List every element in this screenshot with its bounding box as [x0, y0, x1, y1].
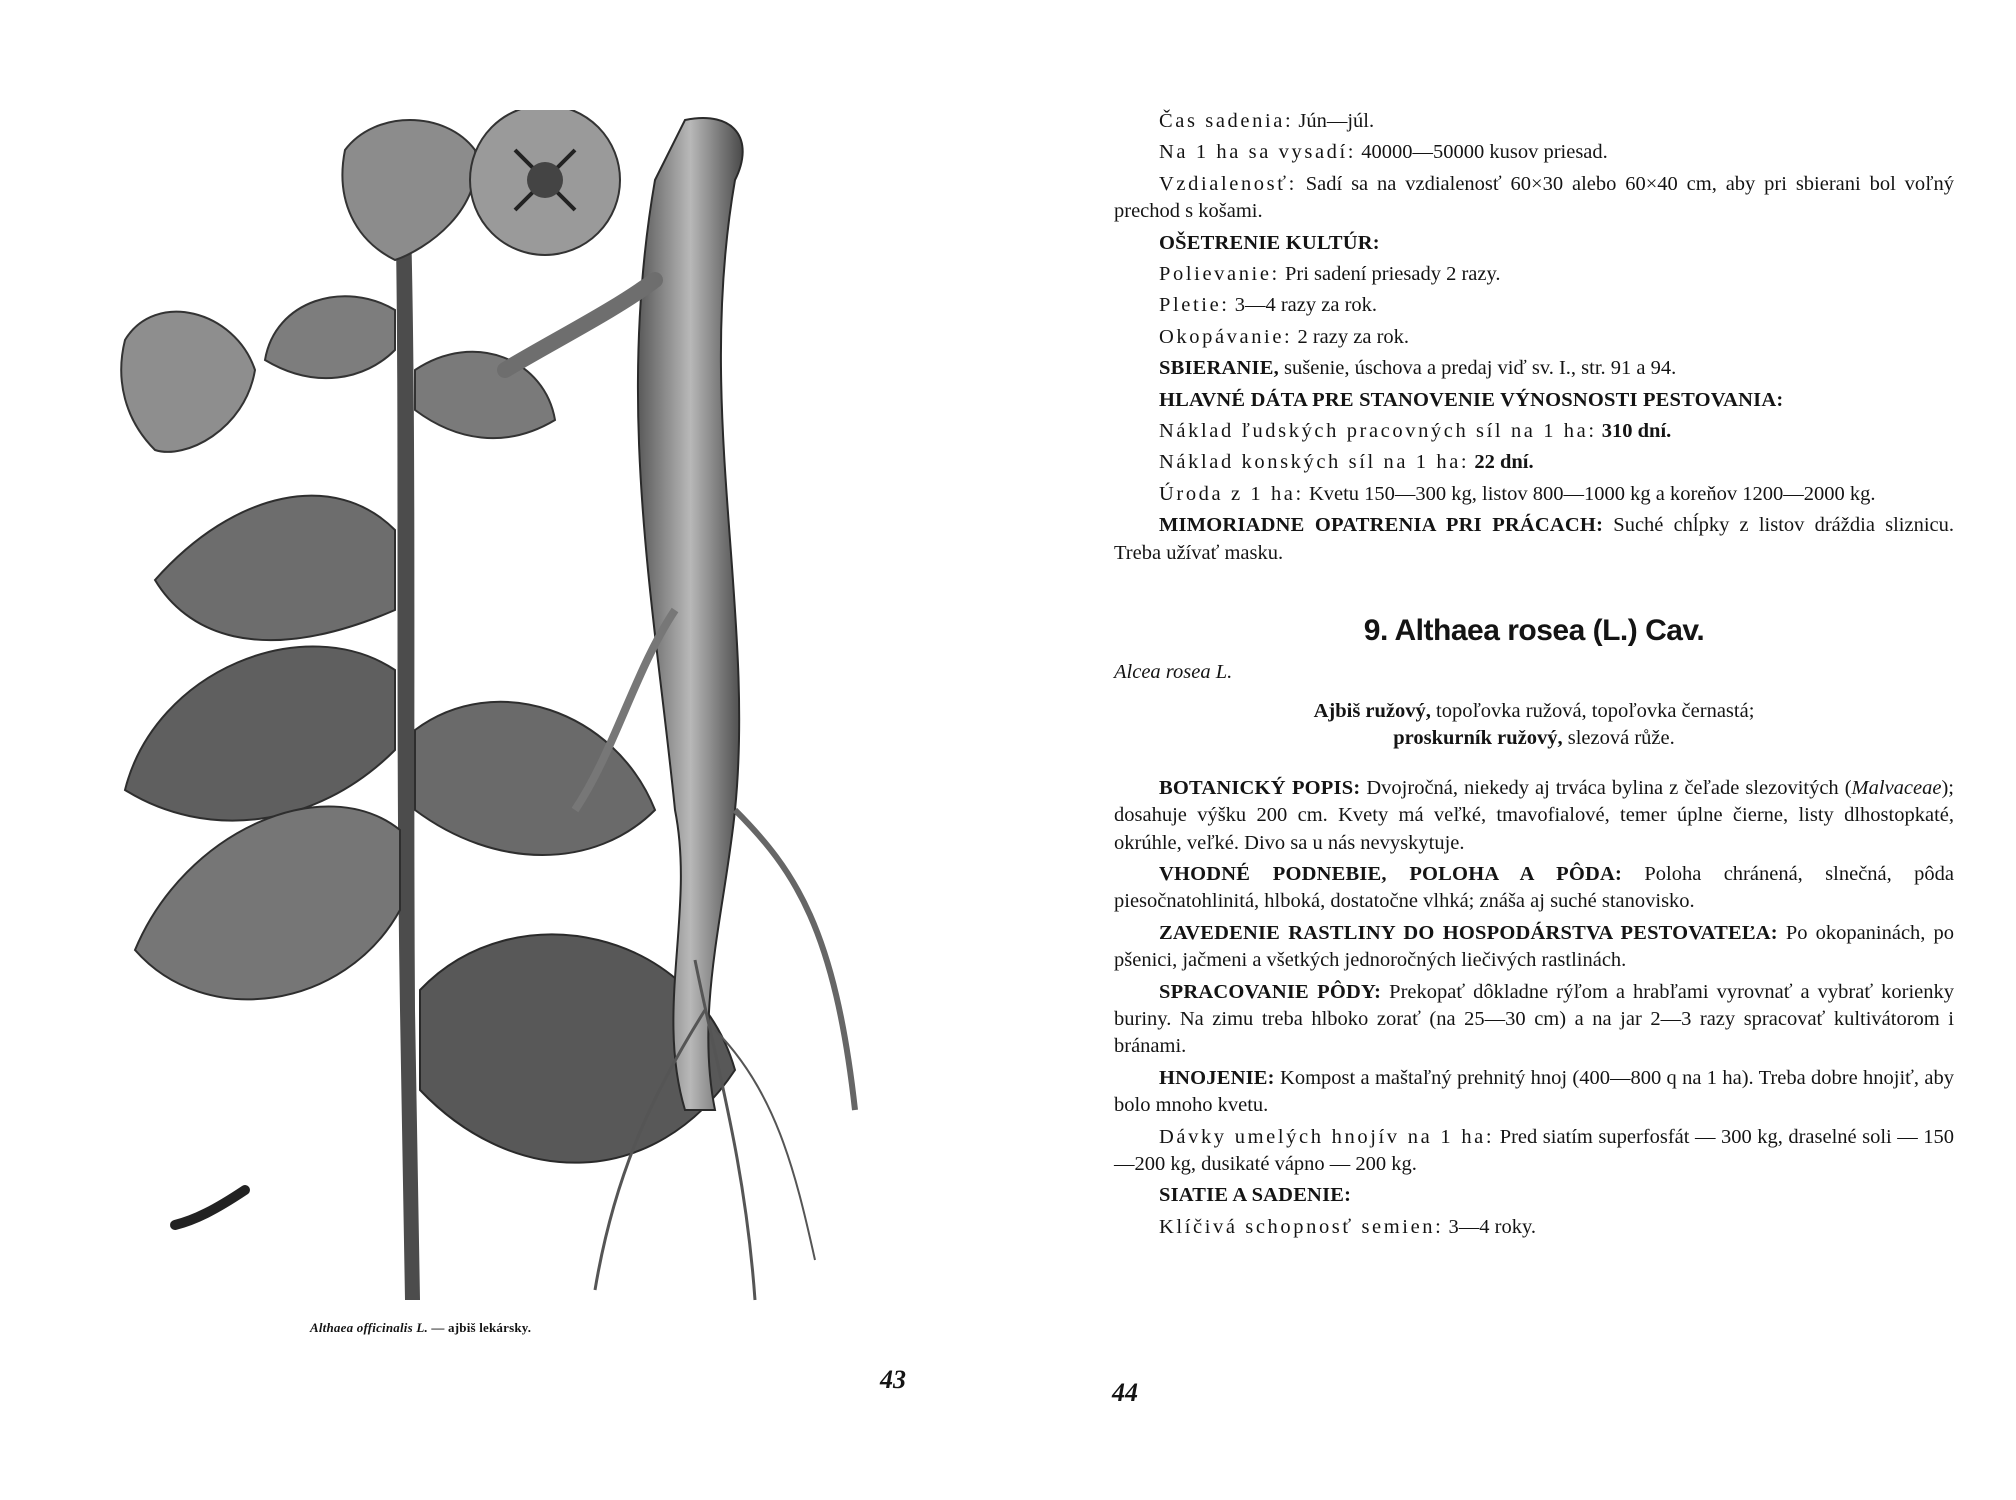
zavedenie: ZAVEDENIE RASTLINY DO HOSPODÁRSTVA PESTOVATEĽA: Po okopaninách, po pšenici, jačmeni a všetkých jednoročných liečivých rastlinách. — [1114, 921, 1954, 972]
polievanie: Polievanie: Pri sadení priesady 2 razy. — [1159, 263, 1501, 286]
naklad-ludskych: Náklad ľudských pracovných síl na 1 ha: 310 dní. — [1159, 420, 1672, 443]
right-page — [1008, 0, 2016, 1500]
osetrenie-heading: OŠETRENIE KULTÚR: — [1159, 231, 1380, 254]
naklad-konskych: Náklad konských síl na 1 ha: 22 dní. — [1159, 451, 1534, 474]
section-title: 9. Althaea rosea (L.) Cav. — [1363, 614, 1705, 648]
okopavanie: Okopávanie: 2 razy za rok. — [1159, 325, 1410, 348]
klicivost: Klíčivá schopnosť semien: 3—4 roky. — [1159, 1215, 1537, 1238]
vhodne-podnebie: VHODNÉ PODNEBIE, POLOHA A PÔDA: Poloha chránená, slnečná, pôda piesočnatohlinitá, hlboká, dostatočne vlhká; znáša aj suché stanovisko. — [1114, 862, 1954, 913]
illustration-caption — [310, 1320, 710, 1336]
pletie: Pletie: 3—4 razy za rok. — [1159, 294, 1378, 317]
hnojenie: HNOJENIE: Kompost a maštaľný prehnitý hnoj (400—800 q na 1 ha). Treba dobre hnojiť, aby bolo mnoho kvetu. — [1114, 1066, 1954, 1117]
davky: Dávky umelých hnojív na 1 ha: Pred siatím superfosfát — 300 kg, draselné soli — 150—200 kg, dusikaté vápno — 200 kg. — [1114, 1125, 1954, 1175]
hlavne-heading: HLAVNÉ DÁTA PRE STANOVENIE VÝNOSNOSTI PESTOVANIA: — [1159, 388, 1784, 411]
siatie-heading: SIATIE A SADENIE: — [1159, 1184, 1352, 1207]
mimoriadne: MIMORIADNE OPATRENIA PRI PRÁCACH: Suché chĺpky z listov dráždia sliznicu. Treba užívať masku. — [1114, 514, 1954, 564]
vysadi: Na 1 ha sa vysadí: 40000—50000 kusov priesad. — [1159, 141, 1608, 164]
botanicky-popis: BOTANICKÝ POPIS: Dvojročná, niekedy aj trváca bylina z čeľade slezovitých (Malvaceae); dosahuje výšku 200 cm. Kvety má veľké, tmavofialové, temer úplne čierne, listy dlhostopkaté, okrúhle, veľké. Divo sa u nás nevyskytuje. — [1114, 776, 1954, 854]
cas-sadenia: Čas sadenia: Jún—júl. — [1159, 110, 1375, 132]
section-synonym: Alcea rosea L. — [1114, 660, 1233, 683]
caption-latin: Althaea officinalis L. — [310, 1320, 428, 1335]
common-names: Ajbiš ružový, topoľovka ružová, topoľovka černastá; proskurník ružový, slezová růže. — [1313, 699, 1755, 750]
text-column — [1114, 108, 1954, 1245]
caption-dash: — — [427, 1320, 449, 1335]
vzdialenost: Vzdialenosť: Sadí sa na vzdialenosť 60×30 alebo 60×40 cm, aby pri sbierani bol voľný prechod s košami. — [1114, 172, 1954, 223]
sbieranie: SBIERANIE, sušenie, úschova a predaj viď sv. I., str. 91 a 94. — [1159, 357, 1677, 380]
plant-illustration — [95, 110, 955, 1325]
page-number-left: 43 — [880, 1365, 906, 1394]
caption-local: ajbiš lekársky. — [448, 1320, 532, 1335]
uroda: Úroda z 1 ha: Kvetu 150—300 kg, listov 800—1000 kg a koreňov 1200—2000 kg. — [1159, 482, 1876, 505]
spracovanie: SPRACOVANIE PÔDY: Prekopať dôkladne rýľom a hrabľami vyrovnať a vybrať korienky buriny. Na zimu treba hlboko zorať (na 25—30 cm) a na jar 2—3 razy spracovať kultivátorom i bránami. — [1114, 980, 1954, 1058]
page-number-right: 44 — [1112, 1378, 1138, 1407]
